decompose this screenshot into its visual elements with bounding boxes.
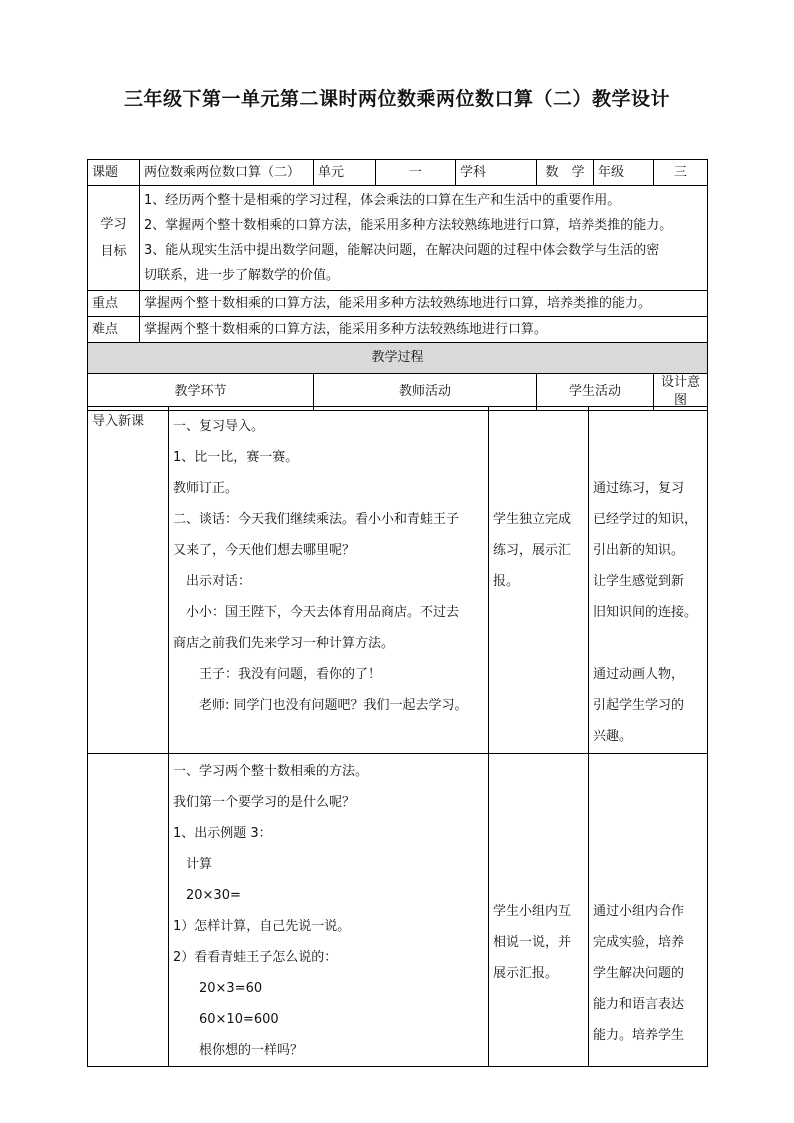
objectives-label xyxy=(88,186,140,291)
teacher-line: 教师订正。 xyxy=(173,481,239,496)
step-cell xyxy=(88,754,169,1067)
teacher-line: 20×30= xyxy=(173,888,241,903)
teacher-line: 一、复习导入。 xyxy=(173,419,265,434)
teacher-line: 一、学习两个整十数相乘的方法。 xyxy=(173,764,369,779)
intent-line: 兴趣。 xyxy=(593,729,633,744)
difficulty-row xyxy=(88,317,708,343)
student-line: 学生独立完成 xyxy=(493,512,572,527)
student-cell xyxy=(489,754,589,1067)
info-row xyxy=(88,160,708,186)
step-cell: 导入新课 xyxy=(88,407,169,754)
grade-value: 三 xyxy=(654,160,708,186)
column-header-row xyxy=(88,374,708,411)
col-step-header: 教学环节 xyxy=(88,374,314,411)
process-row xyxy=(88,754,708,1067)
intent-line: 完成实验，培养 xyxy=(593,935,685,950)
intent-line: 能力和语言表达 xyxy=(593,997,685,1012)
teacher-line: 1）怎样计算，自己先说一说。 xyxy=(173,919,351,934)
difficulty-text: 掌握两个整十数相乘的口算方法，能采用多种方法较熟练地进行口算。 xyxy=(140,317,708,343)
teacher-line: 出示对话： xyxy=(173,574,252,589)
topic-value: 两位数乘两位数口算（二） xyxy=(140,160,314,186)
process-header-row xyxy=(88,343,708,374)
unit-label: 单元 xyxy=(314,160,376,186)
objectives-label-line2: 目标 xyxy=(100,244,127,259)
objective-item: 3、能从现实生活中提出数学问题，能解决问题，在解决问题的过程中体会数学与生活的密 xyxy=(144,243,660,258)
key-point-text: 掌握两个整十数相乘的口算方法，能采用多种方法较熟练地进行口算，培养类推的能力。 xyxy=(140,291,708,317)
key-point-row xyxy=(88,291,708,317)
intent-line: 旧知识间的连接。 xyxy=(593,605,698,620)
objective-item: 切联系，进一步了解数学的价值。 xyxy=(144,268,340,283)
process-body-table xyxy=(87,406,708,1067)
grade-label: 年级 xyxy=(594,160,654,186)
teacher-line: 根你想的一样吗？ xyxy=(173,1043,304,1058)
difficulty-label: 难点 xyxy=(88,317,140,343)
objective-item: 1、经历两个整十是相乘的学习过程，体会乘法的口算在生产和生活中的重要作用。 xyxy=(144,193,621,208)
student-line: 报。 xyxy=(493,574,520,589)
document-title: 三年级下第一单元第二课时两位数乘两位数口算（二）教学设计 xyxy=(123,88,670,110)
subject-label: 学科 xyxy=(456,160,537,186)
col-teacher-header: 教师活动 xyxy=(314,374,537,411)
intent-line: 学生解决问题的 xyxy=(593,966,685,981)
teacher-line: 计算 xyxy=(173,857,213,872)
teacher-line: 1、比一比，赛一赛。 xyxy=(173,450,299,465)
lesson-plan-table xyxy=(87,159,708,411)
student-line: 展示汇报。 xyxy=(493,966,559,981)
student-cell xyxy=(489,407,589,754)
teacher-line: 商店之前我们先来学习一种计算方法。 xyxy=(173,636,395,651)
intent-line: 引起学生学习的 xyxy=(593,698,685,713)
objectives-label-line1: 学习 xyxy=(100,217,127,232)
teacher-line: 又来了，今天他们想去哪里呢？ xyxy=(173,543,356,558)
intent-line: 通过小组内合作 xyxy=(593,904,685,919)
teacher-line: 王子：我没有问题，看你的了！ xyxy=(173,667,382,682)
teacher-line: 二、谈话：今天我们继续乘法。看小小和青蛙王子 xyxy=(173,512,460,527)
student-line: 练习，展示汇 xyxy=(493,543,572,558)
student-line: 学生小组内互 xyxy=(493,904,572,919)
teacher-line: 2）看看青蛙王子怎么说的： xyxy=(173,950,338,965)
process-row xyxy=(88,407,708,754)
objectives-row xyxy=(88,186,708,291)
teacher-cell xyxy=(169,407,489,754)
intent-line: 让学生感觉到新 xyxy=(593,574,685,589)
process-header: 教学过程 xyxy=(88,343,708,374)
intent-line: 引出新的知识。 xyxy=(593,543,685,558)
teacher-line: 我们第一个要学习的是什么呢？ xyxy=(173,795,356,810)
objectives-text xyxy=(140,186,708,291)
col-intent-header: 设计意图 xyxy=(654,374,708,411)
intent-line: 通过练习，复习 xyxy=(593,481,685,496)
objective-item: 2、掌握两个整十数相乘的口算方法，能采用多种方法较熟练地进行口算，培养类推的能力。 xyxy=(144,218,673,233)
student-line: 相说一说，并 xyxy=(493,935,572,950)
topic-label: 课题 xyxy=(88,160,140,186)
intent-line: 能力。培养学生 xyxy=(593,1028,685,1043)
unit-value: 一 xyxy=(376,160,456,186)
intent-line: 通过动画人物， xyxy=(593,667,685,682)
teacher-line: 小小：国王陛下，今天去体育用品商店。不过去 xyxy=(173,605,460,620)
teacher-line: 1、出示例题 3： xyxy=(173,826,272,841)
intent-line: 已经学过的知识， xyxy=(593,512,698,527)
intent-cell xyxy=(589,407,708,754)
col-student-header: 学生活动 xyxy=(537,374,654,411)
teacher-cell xyxy=(169,754,489,1067)
intent-line xyxy=(593,628,703,659)
intent-cell xyxy=(589,754,708,1067)
subject-value: 数 学 xyxy=(537,160,594,186)
teacher-line: 老师: 同学门也没有问题吧？我们一起去学习。 xyxy=(173,698,468,713)
key-point-label: 重点 xyxy=(88,291,140,317)
teacher-line: 60×10=600 xyxy=(173,1012,279,1027)
teacher-line: 20×3=60 xyxy=(173,981,263,996)
